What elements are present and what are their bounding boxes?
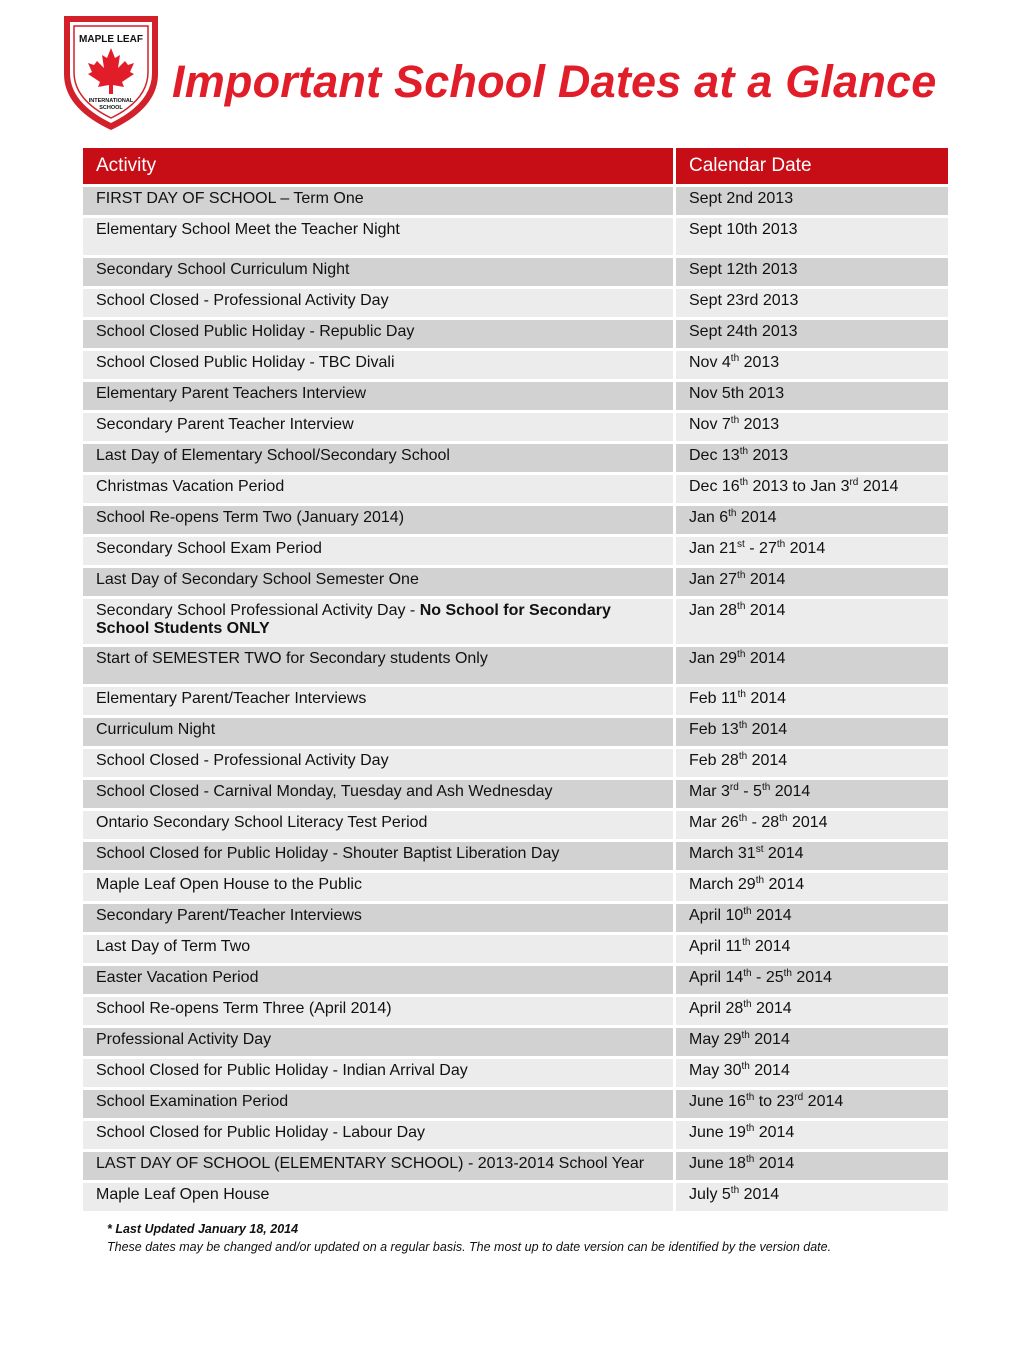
ordinal-suffix: th <box>743 906 752 917</box>
date-cell: March 31st 2014 <box>673 842 948 870</box>
date-cell: July 5th 2014 <box>673 1183 948 1211</box>
table-row <box>83 258 948 286</box>
table-row <box>83 218 948 255</box>
activity-cell: Maple Leaf Open House <box>83 1183 673 1211</box>
column-header-date: Calendar Date <box>673 148 948 184</box>
table-row <box>83 687 948 715</box>
table-row <box>83 718 948 746</box>
date-cell: Mar 3rd - 5th 2014 <box>673 780 948 808</box>
ordinal-suffix: th <box>730 1185 740 1196</box>
table-row <box>83 647 948 684</box>
ordinal-suffix: th <box>743 968 752 979</box>
ordinal-suffix: th <box>730 353 740 364</box>
activity-cell: Secondary Parent Teacher Interview <box>83 413 673 441</box>
crest-top-text: MAPLE LEAF <box>79 34 143 45</box>
activity-cell: School Re-opens Term Two (January 2014) <box>83 506 673 534</box>
date-cell: Feb 28th 2014 <box>673 749 948 777</box>
crest-bottom-text-2: SCHOOL <box>99 105 123 111</box>
column-header-activity: Activity <box>83 148 673 184</box>
activity-cell: Curriculum Night <box>83 718 673 746</box>
ordinal-suffix: th <box>738 813 748 824</box>
date-cell: Sept 24th 2013 <box>673 320 948 348</box>
date-cell: Jan 6th 2014 <box>673 506 948 534</box>
date-cell: Dec 16th 2013 to Jan 3rd 2014 <box>673 475 948 503</box>
date-cell: June 16th to 23rd 2014 <box>673 1090 948 1118</box>
table-header-row <box>83 148 948 184</box>
table-row <box>83 904 948 932</box>
ordinal-suffix: th <box>741 1030 750 1041</box>
table-row <box>83 842 948 870</box>
activity-cell: School Closed Public Holiday - TBC Divali <box>83 351 673 379</box>
date-cell: Sept 2nd 2013 <box>673 187 948 215</box>
ordinal-suffix: th <box>776 539 786 550</box>
ordinal-suffix: th <box>737 689 746 700</box>
activity-emphasis: No School for Secondary School Students ONLY <box>96 602 611 637</box>
activity-cell: Elementary Parent/Teacher Interviews <box>83 687 673 715</box>
date-cell: Jan 21st - 27th 2014 <box>673 537 948 565</box>
date-cell: April 11th 2014 <box>673 935 948 963</box>
table-row <box>83 506 948 534</box>
activity-cell: Start of SEMESTER TWO for Secondary students Only <box>83 647 673 684</box>
ordinal-suffix: th <box>745 1092 755 1103</box>
table-row <box>83 1059 948 1087</box>
activity-cell: Easter Vacation Period <box>83 966 673 994</box>
activity-cell: Professional Activity Day <box>83 1028 673 1056</box>
ordinal-suffix: st <box>737 539 745 550</box>
table-row <box>83 935 948 963</box>
ordinal-suffix: th <box>783 968 792 979</box>
dates-table <box>83 145 948 1214</box>
table-row <box>83 351 948 379</box>
ordinal-suffix: rd <box>729 782 739 793</box>
activity-cell: School Closed - Carnival Monday, Tuesday and Ash Wednesday <box>83 780 673 808</box>
table-row <box>83 599 948 644</box>
table-row <box>83 537 948 565</box>
activity-cell: Last Day of Term Two <box>83 935 673 963</box>
date-cell: Nov 4th 2013 <box>673 351 948 379</box>
date-cell: Mar 26th - 28th 2014 <box>673 811 948 839</box>
date-cell: Jan 28th 2014 <box>673 599 948 644</box>
activity-cell: School Closed - Professional Activity Day <box>83 749 673 777</box>
ordinal-suffix: th <box>738 751 748 762</box>
table-row <box>83 780 948 808</box>
activity-cell: School Examination Period <box>83 1090 673 1118</box>
table-row <box>83 444 948 472</box>
crest-bottom-text: INTERNATIONAL <box>88 98 134 104</box>
ordinal-suffix: th <box>738 720 748 731</box>
ordinal-suffix: th <box>737 601 746 612</box>
activity-cell: Secondary School Curriculum Night <box>83 258 673 286</box>
footer-note <box>107 1220 831 1256</box>
date-cell: April 28th 2014 <box>673 997 948 1025</box>
date-cell: Jan 27th 2014 <box>673 568 948 596</box>
activity-cell: FIRST DAY OF SCHOOL – Term One <box>83 187 673 215</box>
ordinal-suffix: rd <box>849 477 859 488</box>
table-row <box>83 1121 948 1149</box>
activity-cell: School Re-opens Term Three (April 2014) <box>83 997 673 1025</box>
date-cell: Feb 13th 2014 <box>673 718 948 746</box>
maple-leaf-crest-icon <box>58 12 164 134</box>
ordinal-suffix: th <box>745 1154 755 1165</box>
ordinal-suffix: th <box>737 570 746 581</box>
table-row <box>83 873 948 901</box>
date-cell: Jan 29th 2014 <box>673 647 948 684</box>
date-cell: June 19th 2014 <box>673 1121 948 1149</box>
ordinal-suffix: th <box>739 477 749 488</box>
table-row <box>83 749 948 777</box>
activity-cell: Secondary School Professional Activity Day - No School for Secondary School Students ONLY <box>83 599 673 644</box>
table-row <box>83 475 948 503</box>
activity-cell: LAST DAY OF SCHOOL (ELEMENTARY SCHOOL) - 2013-2014 School Year <box>83 1152 673 1180</box>
table-row <box>83 1090 948 1118</box>
activity-cell: Last Day of Secondary School Semester One <box>83 568 673 596</box>
date-cell: Nov 5th 2013 <box>673 382 948 410</box>
activity-cell: Elementary Parent Teachers Interview <box>83 382 673 410</box>
date-cell: March 29th 2014 <box>673 873 948 901</box>
ordinal-suffix: rd <box>794 1092 804 1103</box>
table-row <box>83 568 948 596</box>
ordinal-suffix: th <box>739 446 749 457</box>
activity-cell: School Closed for Public Holiday - Indian Arrival Day <box>83 1059 673 1087</box>
table-row <box>83 413 948 441</box>
table-row <box>83 289 948 317</box>
date-cell: Sept 23rd 2013 <box>673 289 948 317</box>
date-cell: Sept 10th 2013 <box>673 218 948 255</box>
activity-cell: Secondary Parent/Teacher Interviews <box>83 904 673 932</box>
date-cell: Sept 12th 2013 <box>673 258 948 286</box>
ordinal-suffix: st <box>755 844 764 855</box>
date-cell: April 14th - 25th 2014 <box>673 966 948 994</box>
ordinal-suffix: th <box>779 813 788 824</box>
activity-cell: Christmas Vacation Period <box>83 475 673 503</box>
table-row <box>83 1028 948 1056</box>
activity-cell: School Closed for Public Holiday - Labour Day <box>83 1121 673 1149</box>
last-updated: * Last Updated January 18, 2014 <box>107 1222 299 1236</box>
activity-cell: Secondary School Exam Period <box>83 537 673 565</box>
activity-cell: Last Day of Elementary School/Secondary School <box>83 444 673 472</box>
ordinal-suffix: th <box>730 415 740 426</box>
date-cell: April 10th 2014 <box>673 904 948 932</box>
table-row <box>83 997 948 1025</box>
activity-cell: School Closed for Public Holiday - Shouter Baptist Liberation Day <box>83 842 673 870</box>
page-title: Important School Dates at a Glance <box>172 56 937 107</box>
table-row <box>83 811 948 839</box>
table-row <box>83 1183 948 1211</box>
ordinal-suffix: th <box>737 649 746 660</box>
ordinal-suffix: th <box>761 782 771 793</box>
ordinal-suffix: th <box>741 1061 750 1072</box>
activity-cell: School Closed - Professional Activity Day <box>83 289 673 317</box>
date-cell: Nov 7th 2013 <box>673 413 948 441</box>
table-row <box>83 187 948 215</box>
activity-cell: School Closed Public Holiday - Republic Day <box>83 320 673 348</box>
ordinal-suffix: th <box>728 508 737 519</box>
ordinal-suffix: th <box>742 937 751 948</box>
ordinal-suffix: th <box>755 875 765 886</box>
activity-cell: Maple Leaf Open House to the Public <box>83 873 673 901</box>
date-cell: May 30th 2014 <box>673 1059 948 1087</box>
table-row <box>83 1152 948 1180</box>
date-cell: May 29th 2014 <box>673 1028 948 1056</box>
table-row <box>83 320 948 348</box>
ordinal-suffix: th <box>743 999 752 1010</box>
table-row <box>83 966 948 994</box>
table-row <box>83 382 948 410</box>
activity-cell: Elementary School Meet the Teacher Night <box>83 218 673 255</box>
date-cell: Dec 13th 2013 <box>673 444 948 472</box>
ordinal-suffix: th <box>745 1123 755 1134</box>
date-cell: June 18th 2014 <box>673 1152 948 1180</box>
date-cell: Feb 11th 2014 <box>673 687 948 715</box>
activity-cell: Ontario Secondary School Literacy Test Period <box>83 811 673 839</box>
disclaimer: These dates may be changed and/or updated on a regular basis. The most up to date version can be identified by the version date. <box>107 1240 832 1254</box>
